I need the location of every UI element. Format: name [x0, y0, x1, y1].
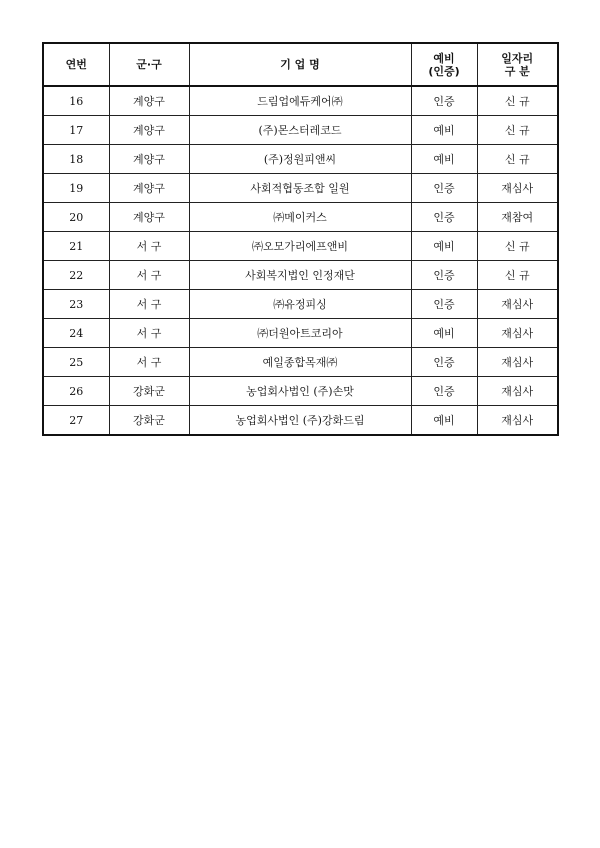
header-status-line1: 예비: [433, 51, 455, 65]
cell-type: 신 규: [477, 145, 558, 174]
cell-no: 26: [43, 377, 109, 406]
cell-no: 23: [43, 290, 109, 319]
cell-status: 예비: [411, 116, 477, 145]
cell-status: 인증: [411, 290, 477, 319]
table-row: [43, 319, 558, 348]
table-row: [43, 290, 558, 319]
cell-status: 인증: [411, 348, 477, 377]
cell-type: 재심사: [477, 174, 558, 203]
cell-district: 서 구: [109, 319, 189, 348]
header-company: 기 업 명: [189, 43, 411, 86]
cell-company: 농업회사법인 (주)손맛: [189, 377, 411, 406]
cell-no: 24: [43, 319, 109, 348]
cell-type: 신 규: [477, 116, 558, 145]
cell-status: 예비: [411, 232, 477, 261]
cell-company: 농업회사법인 (주)강화드림: [189, 406, 411, 436]
cell-status: 인증: [411, 174, 477, 203]
cell-district: 계양구: [109, 116, 189, 145]
cell-district: 강화군: [109, 406, 189, 436]
cell-no: 19: [43, 174, 109, 203]
table-row: [43, 174, 558, 203]
cell-company: 사회적협동조합 일원: [189, 174, 411, 203]
header-district: 군·구: [109, 43, 189, 86]
cell-no: 27: [43, 406, 109, 436]
header-no: 연번: [43, 43, 109, 86]
cell-type: 신 규: [477, 86, 558, 116]
table-row: [43, 86, 558, 116]
table-row: [43, 377, 558, 406]
cell-type: 신 규: [477, 232, 558, 261]
table-row: [43, 232, 558, 261]
cell-district: 계양구: [109, 86, 189, 116]
table-row: [43, 406, 558, 436]
cell-company: ㈜유정피싱: [189, 290, 411, 319]
cell-status: 예비: [411, 145, 477, 174]
cell-type: 신 규: [477, 261, 558, 290]
cell-no: 25: [43, 348, 109, 377]
cell-no: 20: [43, 203, 109, 232]
cell-district: 서 구: [109, 232, 189, 261]
header-type: [477, 43, 558, 86]
cell-company: ㈜메이커스: [189, 203, 411, 232]
header-type-line1: 일자리: [501, 51, 534, 65]
cell-type: 재심사: [477, 290, 558, 319]
cell-status: 예비: [411, 406, 477, 436]
table-row: [43, 261, 558, 290]
cell-status: 인증: [411, 261, 477, 290]
cell-district: 서 구: [109, 348, 189, 377]
header-status: [411, 43, 477, 86]
cell-type: 재심사: [477, 348, 558, 377]
table-row: [43, 116, 558, 145]
cell-district: 강화군: [109, 377, 189, 406]
table-row: [43, 348, 558, 377]
table-header-row: [43, 43, 558, 86]
cell-status: 인증: [411, 203, 477, 232]
table-row: [43, 203, 558, 232]
cell-no: 17: [43, 116, 109, 145]
cell-company: (주)정원피앤씨: [189, 145, 411, 174]
cell-status: 인증: [411, 377, 477, 406]
cell-no: 18: [43, 145, 109, 174]
cell-type: 재참여: [477, 203, 558, 232]
cell-no: 16: [43, 86, 109, 116]
cell-district: 서 구: [109, 261, 189, 290]
cell-no: 22: [43, 261, 109, 290]
enterprise-table: [42, 42, 559, 436]
cell-district: 계양구: [109, 145, 189, 174]
cell-district: 계양구: [109, 174, 189, 203]
header-status-line2: (인증): [428, 64, 460, 78]
cell-company: 드림업에듀케어㈜: [189, 86, 411, 116]
cell-status: 예비: [411, 319, 477, 348]
cell-company: 예일종합목재㈜: [189, 348, 411, 377]
cell-company: (주)몬스터레코드: [189, 116, 411, 145]
cell-company: ㈜더원아트코리아: [189, 319, 411, 348]
cell-status: 인증: [411, 86, 477, 116]
cell-no: 21: [43, 232, 109, 261]
table-row: [43, 145, 558, 174]
cell-type: 재심사: [477, 319, 558, 348]
cell-company: ㈜오모가리에프앤비: [189, 232, 411, 261]
cell-district: 서 구: [109, 290, 189, 319]
header-type-line2: 구 분: [504, 64, 530, 78]
cell-company: 사회복지법인 인정재단: [189, 261, 411, 290]
cell-type: 재심사: [477, 406, 558, 436]
cell-district: 계양구: [109, 203, 189, 232]
cell-type: 재심사: [477, 377, 558, 406]
